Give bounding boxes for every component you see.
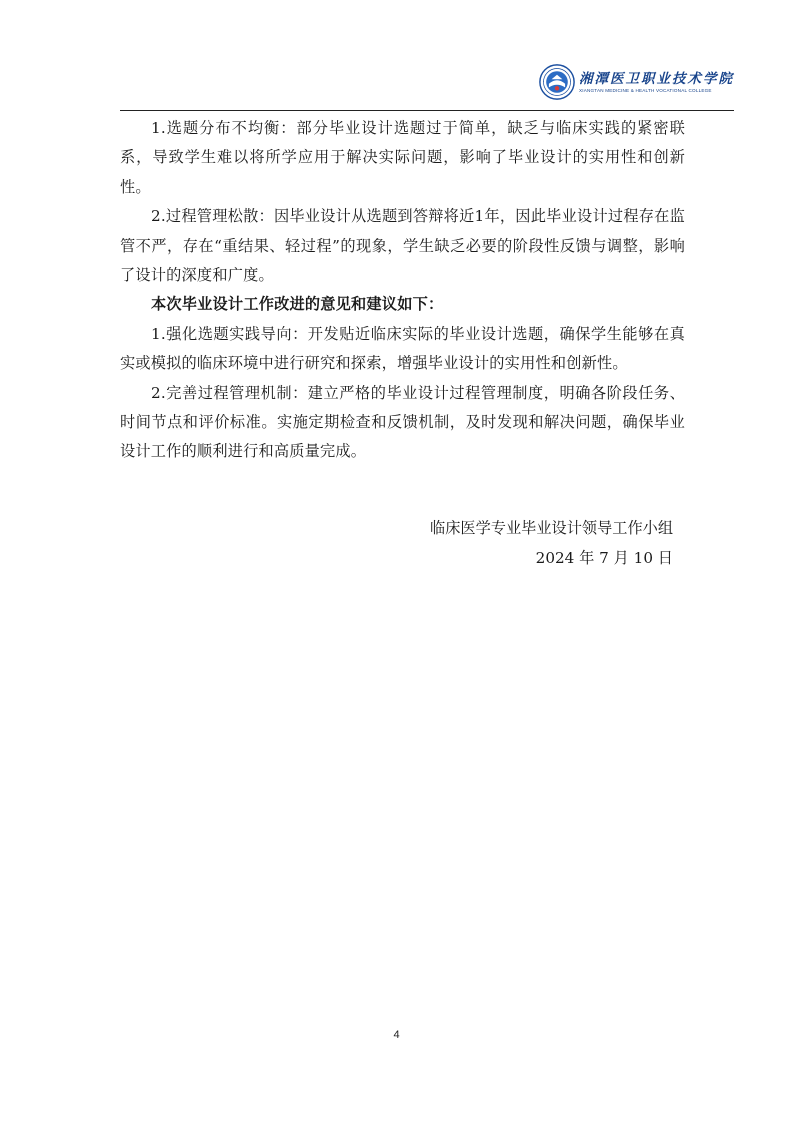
college-emblem-icon <box>539 64 575 100</box>
paragraph-issue-2: 2.过程管理松散：因毕业设计从选题到答辩将近1年，因此毕业设计过程存在监管不严，存在“重结果、轻过程”的现象，学生缺乏必要的阶段性反馈与调整，影响了设计的深度和广度。 <box>120 207 685 285</box>
paragraph-suggestion-2: 2.完善过程管理机制：建立严格的毕业设计过程管理制度，明确各阶段任务、时间节点和评价标准。实施定期检查和反馈机制，及时发现和解决问题，确保毕业设计工作的顺利进行和高质量完成。 <box>120 383 685 461</box>
page-header <box>120 64 734 110</box>
signature-org: 临床医学专业毕业设计领导工作小组 <box>430 519 673 537</box>
document-body <box>120 114 685 467</box>
header-divider <box>120 110 734 111</box>
page-number: 4 <box>393 1029 400 1041</box>
college-name-en: XIANGTAN MEDICINE & HEALTH VOCATIONAL COLLEGE <box>579 87 712 93</box>
college-name-cn: 湘潭医卫职业技术学院 <box>579 70 734 87</box>
paragraph-issue-1: 1.选题分布不均衡：部分毕业设计选题过于简单，缺乏与临床实践的紧密联系，导致学生难以将所学应用于解决实际问题，影响了毕业设计的实用性和创新性。 <box>120 119 685 196</box>
college-logo <box>539 64 734 100</box>
paragraph-suggestion-1: 1.强化选题实践导向：开发贴近临床实际的毕业设计选题，确保学生能够在真实或模拟的临床环境中进行研究和探索，增强毕业设计的实用性和创新性。 <box>120 324 685 373</box>
signature-date: 2024 年 7 月 10 日 <box>535 549 673 567</box>
suggestions-heading: 本次毕业设计工作改进的意见和建议如下： <box>151 295 444 314</box>
